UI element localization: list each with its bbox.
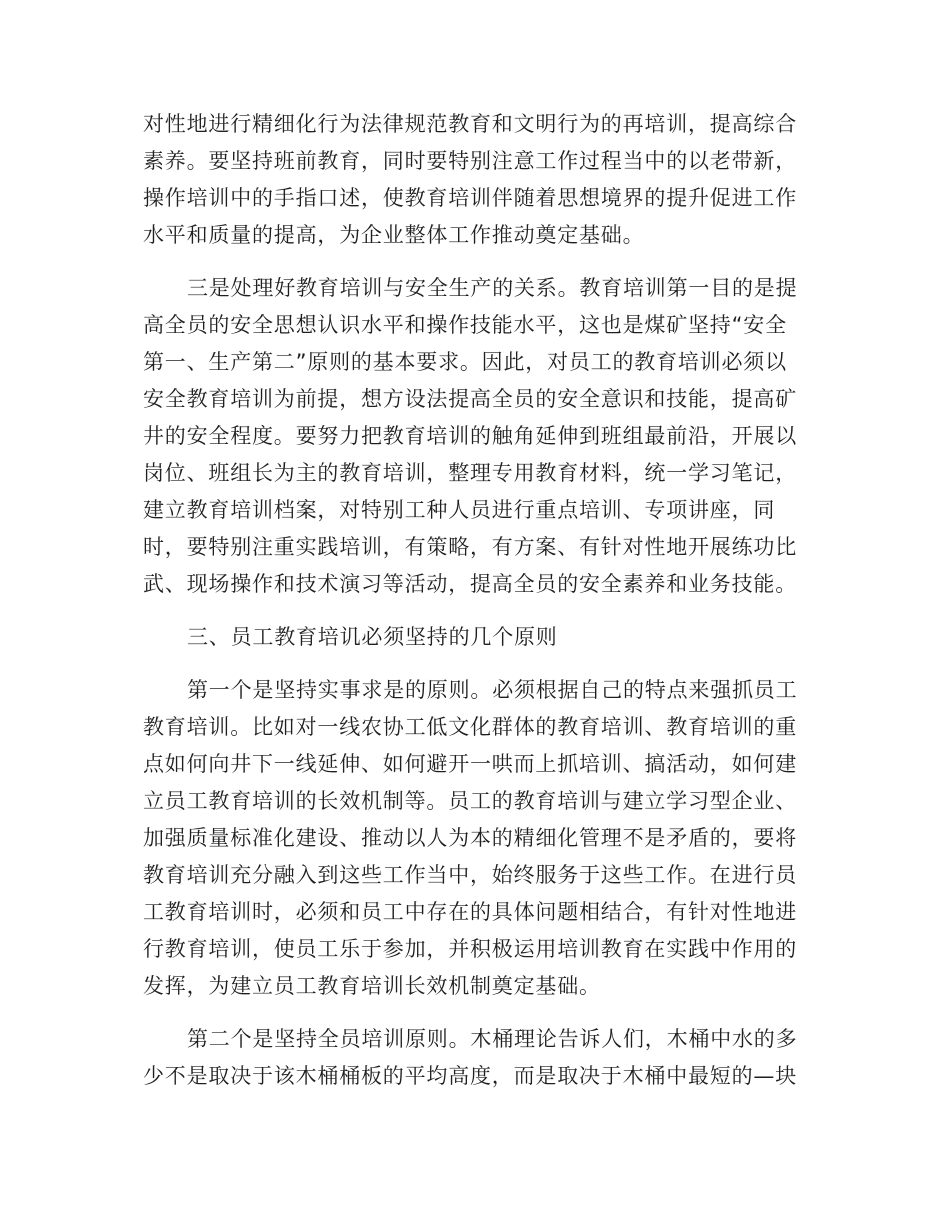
paragraph-gap [143, 254, 803, 270]
text-line: 行教育培训，使员工乐于参加，并积极运用培训教育在实践中作用的 [143, 937, 797, 961]
section-heading-text: 三、员工教育培讥必须坚持的几个原则 [187, 625, 558, 649]
text-line: 岗位、班组长为主的教育培训，整理专用教育材料，统一学习笔记， [143, 461, 797, 485]
paragraph-gap [143, 603, 803, 619]
text-line: 加强质量标准化建设、推动以人为本的精细化管理不是矛盾的，要将 [143, 826, 797, 850]
text-line: 三是处理好教育培训与安全生产的关系。教育培训第一目的是提 [187, 276, 798, 300]
text-line: 第二个是坚持全员培训原则。木桶理论告诉人们，木桶中水的多 [187, 1027, 798, 1051]
paragraph-2 [143, 270, 803, 603]
text-line: 安全教育培训为前提，想方设法提高全员的安全意识和技能，提高矿 [143, 387, 797, 411]
text-line: 时，要特别注重实践培训，有策略，有方案、有针对性地开展练功比 [143, 535, 797, 559]
text-line: 井的安全程度。要努力把教育培训的触角延伸到班组最前沿，开展以 [143, 424, 797, 448]
text-line: 发挥，为建立员工教育培训长效机制奠定基础。 [143, 974, 601, 998]
document-body [143, 106, 803, 1095]
paragraph-3 [143, 672, 803, 1005]
text-line: 工教育培训时，必须和员工中存在的具体问题相结合，有针对性地进 [143, 900, 797, 924]
text-line: 点如何向井下一线延伸、如何避开一哄而上抓培训、搞活动，如何建 [143, 752, 797, 776]
text-line: 少不是取决于该木桶桶板的平均高度，而是取决于木桶中最短的—块 [143, 1064, 797, 1088]
text-line: 第一个是坚持实事求是的原则。必须根据自己的特点来强抓员工 [187, 678, 798, 702]
text-line: 高全员的安全思想认识水平和操作技能水平，这也是煤矿坚持“安全 [143, 313, 787, 337]
text-line: 水平和质量的提高，为企业整体工作推动奠定基础。 [143, 223, 645, 247]
paragraph-gap [143, 656, 803, 672]
text-line: 第一、生产第二”原则的基本要求。因此，对员工的教育培训必须以 [143, 350, 787, 374]
text-line: 立员工教育培训的长效机制等。员工的教育培训与建立学习型企业、 [143, 789, 797, 813]
text-line: 教育培训。比如对一线农协工低文化群体的教育培训、教育培训的重 [143, 715, 797, 739]
text-line: 武、现场操作和技术演习等活动，提高全员的安全素养和业务技能。 [143, 572, 797, 596]
paragraph-1 [143, 106, 803, 254]
text-line: 建立教育培训档案，对特别工种人员进行重点培训、专项讲座，同 [143, 498, 776, 522]
text-line: 教育培训充分融入到这些工作当中，始终服务于这些工作。在进行员 [143, 863, 797, 887]
text-line: 素养。要坚持班前教育，同时要特别注意工作过程当中的以老带新， [143, 149, 797, 173]
paragraph-gap [143, 1005, 803, 1021]
paragraph-4 [143, 1021, 803, 1095]
text-line: 操作培训中的手指口述，使教育培训伴随着思想境界的提升促进工作 [143, 186, 797, 210]
section-heading [143, 619, 803, 656]
text-line: 对性地进行精细化行为法律规范教育和文明行为的再培训，提高综合 [143, 112, 797, 136]
